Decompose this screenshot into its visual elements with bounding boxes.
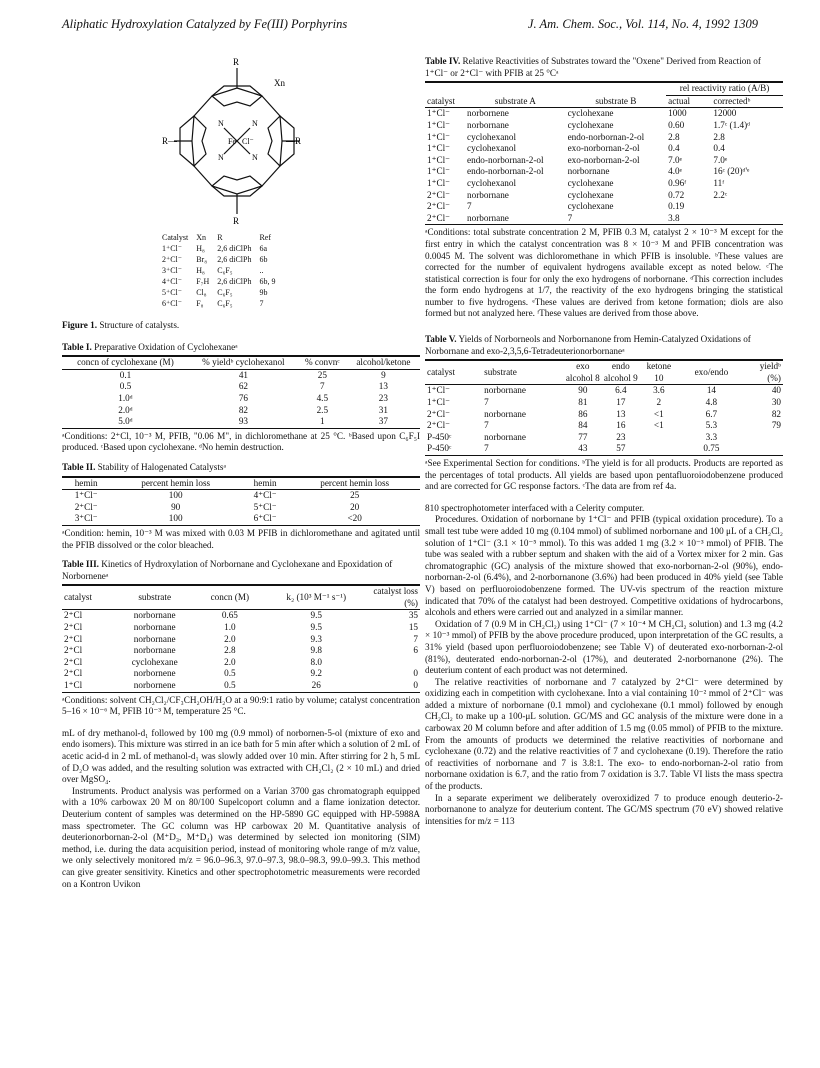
t4-cell: 12000 — [713, 108, 737, 119]
t5-cell: 13 — [616, 408, 626, 419]
table-1-label: Table I. — [62, 341, 92, 352]
t3-cell: 35 — [408, 610, 418, 621]
t3-cell: 0 — [413, 680, 418, 691]
t5-cell: 30 — [771, 397, 781, 408]
t4-cell: 7 — [467, 201, 472, 212]
t5-cell: 86 — [578, 408, 588, 419]
table-4-footnote: ᵃConditions: total substrate concentration 2 M, PFIB 0.3 M, catalyst 2 × 10⁻³ M except for the first entry in which the catalyst concentration was 8 × 10⁻³ M and PFIB concentration was 0.0045 M. The solvent was dichloromethane in which PFIB is insoluble. ᵇThese values are corrected for the number of equivalent hydrogens available except as noted below. ᶜThe statistical correction is four for only the exo hydrogens of norbornane. ᵈThis correction includes the form endo hydrogens at 1/7, the reactivity of the exo hydrogens bringing the statistical number to five hydrogens. ᵉThese values are derived from ketone formation; diols are also formed but not analyzed here. ᶠThese values are derived from those above. — [425, 227, 783, 319]
t5-cell: 84 — [578, 420, 588, 431]
t3-cell: norbornane — [133, 633, 176, 644]
t4-cell: 7.0ᵉ — [713, 154, 728, 165]
t4-header: catalyst — [427, 95, 456, 106]
t3-cell: 0.65 — [221, 610, 238, 621]
t4-header: substrate A — [494, 95, 536, 106]
table-3-grid — [62, 584, 420, 692]
t4-header: actual — [668, 95, 691, 106]
t4-cell: norbornane — [567, 166, 610, 177]
r-left-label: R— — [162, 136, 178, 146]
cat-cell: 6⁺Cl⁻ — [162, 298, 183, 308]
t3-cell: 0.5 — [224, 668, 236, 679]
table-5-grid — [425, 359, 783, 456]
table-4 — [425, 56, 783, 320]
t3-cell — [368, 657, 420, 669]
n-label-1: N — [218, 119, 224, 128]
table-2-grid — [62, 476, 420, 526]
cat-cell: 3⁺Cl⁻ — [162, 265, 183, 275]
t3-cell: norbornane — [133, 622, 176, 633]
cat-cell: C₆F₅ — [217, 298, 233, 308]
t5-cell: 40 — [771, 385, 781, 396]
t3-cell: 2.0 — [224, 656, 236, 667]
t3-cell: 2.0 — [224, 633, 236, 644]
cat-cell: F₇H — [196, 276, 210, 286]
t1-cell: 1 — [320, 416, 325, 427]
t3-cell: 1⁺Cl — [64, 680, 83, 691]
t5-cell: 1⁺Cl⁻ — [427, 385, 450, 396]
t5-cell: norbornane — [484, 431, 526, 442]
t2-cell: 4⁺Cl⁻ — [253, 490, 277, 501]
t4-cell: 7.0ᵉ — [668, 154, 682, 165]
cat-header: Catalyst — [162, 232, 189, 242]
t1-cell: 76 — [238, 392, 248, 403]
t3-cell: norbornene — [133, 680, 176, 691]
t5-cell: 6.4 — [615, 385, 627, 396]
t3-cell: 9.2 — [310, 668, 322, 679]
table-5 — [425, 334, 783, 493]
right-body-text — [425, 503, 783, 828]
t4-cell: cyclohexanol — [467, 143, 517, 154]
table-5-label: Table V. — [425, 334, 457, 345]
cat-header: R — [217, 232, 223, 242]
t2-cell: <20 — [347, 513, 362, 524]
t4-cell: 2.8 — [668, 131, 680, 142]
t5-cell: 2 — [656, 397, 662, 408]
t3-cell: 9.8 — [310, 645, 322, 656]
table-5-footnote: ᵃSee Experimental Section for conditions. ᵇThe yield is for all products. Products are reported as the percentages of total products. All yields are based upon pentafluoroiodobenzene produced and are corrected for GC response factors. ᶜThe data are from ref 4a. — [425, 458, 783, 492]
t2-cell: 2⁺Cl⁻ — [74, 501, 98, 512]
t3-header: catalyst — [64, 592, 93, 603]
t5-header: yieldᵇ (%) — [759, 361, 781, 383]
t5-cell: 2⁺Cl⁻ — [427, 408, 450, 419]
t5-cell — [745, 432, 783, 444]
t5-cell: 7 — [484, 443, 489, 454]
t2-cell: 20 — [350, 501, 360, 512]
t1-cell: 82 — [238, 404, 248, 415]
t2-header: percent hemin loss — [141, 477, 211, 488]
figure-1 — [62, 56, 420, 332]
cat-cell: 7 — [259, 298, 264, 308]
xn-label: Xn — [274, 78, 285, 88]
left-body-text — [62, 728, 420, 890]
t4-cell: 0.60 — [668, 119, 685, 130]
t1-cell: 9 — [381, 369, 386, 380]
cat-cell: 6b — [259, 254, 268, 264]
t5-cell: 5.3 — [705, 420, 718, 431]
t5-cell: 2⁺Cl⁻ — [427, 420, 450, 431]
t3-cell: 2⁺Cl — [64, 633, 83, 644]
table-3-label: Table III. — [62, 559, 99, 570]
t5-cell: 17 — [616, 397, 626, 408]
t4-header: correctedᵇ — [713, 95, 751, 106]
cat-cell: 2,6 diClPh — [217, 254, 252, 264]
t3-header: concn (M) — [210, 592, 250, 603]
t1-cell: 93 — [238, 416, 248, 427]
t5-cell: 0.75 — [703, 443, 720, 454]
t3-cell: 26 — [311, 680, 321, 691]
t3-cell: 2⁺Cl — [64, 622, 83, 633]
t1-header: concn of cyclohexane (M) — [77, 357, 174, 368]
t4-cell: 0.19 — [668, 201, 685, 212]
t4-cell: 2.8 — [713, 131, 725, 142]
t4-cell: cyclohexane — [567, 177, 614, 188]
t3-cell: 6 — [413, 645, 418, 656]
t3-cell: 15 — [408, 622, 418, 633]
t5-cell: 90 — [578, 385, 588, 396]
t1-cell: 0.5 — [119, 381, 132, 392]
t5-cell — [640, 443, 678, 455]
t1-cell: 2.5 — [316, 404, 329, 415]
t1-header: % convnᶜ — [304, 357, 340, 368]
t5-cell: 6.7 — [705, 408, 718, 419]
figure-1-caption — [62, 320, 420, 332]
t2-header: hemin — [253, 477, 277, 488]
t5-cell: 82 — [771, 408, 781, 419]
cat-cell: H₈ — [196, 243, 205, 253]
t4-cell: 0.72 — [668, 189, 685, 200]
t5-cell: 4.8 — [705, 397, 718, 408]
t3-cell: 9.3 — [310, 633, 322, 644]
t2-cell: 1⁺Cl⁻ — [74, 490, 98, 501]
cat-cell: 4⁺Cl⁻ — [162, 276, 183, 286]
t2-cell: 100 — [168, 513, 183, 524]
t3-cell: norbornane — [133, 645, 176, 656]
t5-cell: P-450ᶜ — [427, 431, 452, 442]
t4-cell: 0.4 — [713, 143, 725, 154]
t5-header: exo/endo — [694, 367, 729, 378]
t2-header: percent hemin loss — [320, 477, 390, 488]
table-1 — [62, 342, 420, 454]
t5-cell: 79 — [771, 420, 781, 431]
t3-cell: 0 — [413, 668, 418, 679]
cat-cell: 2⁺Cl⁻ — [162, 254, 183, 264]
body-paragraph: 810 spectrophotometer interfaced with a Celerity computer. — [425, 502, 645, 513]
table-4-label: Table IV. — [425, 56, 461, 66]
t5-cell: 3.6 — [653, 385, 665, 396]
table-4-title: Relative Reactivities of Substrates toward the "Oxene" Derived from Reaction of 1⁺Cl⁻ or 2⁺Cl⁻ with PFIB at 25 °Cᵃ — [425, 56, 761, 78]
t4-group-header: rel reactivity ratio (A/B) — [666, 82, 783, 95]
t5-cell — [745, 443, 783, 455]
figure-1-caption-text: Structure of catalysts. — [99, 320, 180, 330]
t3-cell: 2.8 — [224, 645, 236, 656]
t5-cell: 77 — [578, 431, 588, 442]
t4-cell: cyclohexane — [567, 119, 614, 130]
t4-cell: 1⁺Cl⁻ — [427, 143, 450, 154]
t4-cell — [711, 201, 783, 213]
cat-cell: 6b, 9 — [259, 276, 276, 286]
t4-cell: 3.8 — [668, 212, 680, 223]
t2-cell: 100 — [168, 490, 183, 501]
cat-cell: 6a — [259, 243, 268, 253]
cat-cell: C₆F₅ — [217, 265, 233, 275]
t1-cell: 37 — [378, 416, 388, 427]
t5-cell: 1⁺Cl⁻ — [427, 397, 450, 408]
cat-header: Ref — [259, 232, 272, 242]
t5-cell: 43 — [578, 443, 588, 454]
t3-cell: 2⁺Cl — [64, 668, 83, 679]
table-2-label: Table II. — [62, 461, 96, 472]
t1-cell: 4.5 — [316, 392, 329, 403]
t1-cell: 25 — [317, 369, 327, 380]
t5-cell: 7 — [484, 420, 489, 431]
t4-cell: 0.96ᶠ — [668, 177, 687, 188]
t1-header: % yieldᵇ cyclohexanol — [202, 357, 285, 368]
t5-header: ketone 10 — [646, 361, 672, 383]
t4-cell: 2⁺Cl⁻ — [427, 189, 450, 200]
t3-cell: 9.5 — [310, 610, 322, 621]
t3-cell: 1.0 — [224, 622, 236, 633]
n-label-4: N — [252, 153, 258, 162]
table-2-footnote: ᵃCondition: hemin, 10⁻³ M was mixed with 0.03 M PFIB in dichloromethane and agitated until the PFIB dissolved or the color bleached. — [62, 527, 420, 550]
t4-cell: cyclohexane — [567, 201, 614, 212]
t4-cell: 2⁺Cl⁻ — [427, 212, 450, 223]
t3-header: substrate — [138, 592, 172, 603]
t5-cell: norbornane — [484, 408, 526, 419]
body-paragraph: Procedures. Oxidation of norbornane by 1⁺Cl⁻ and PFIB (typical oxidation procedure). To a small test tube were added 10 mg (0.104 mmol) of sublimed norbornane and 100 μL of a CH₂Cl₂ solution of 1⁺Cl⁻ (3.1 × 10⁻⁵ mmol). To this was added 1 mg (3.2 × 10⁻³ mmol) of PFIB. The tube was sealed with a rubber septum and shaken with the aid of a Vortex mixer for 2 min. Gas chromatographic (GC) analysis of the mixture showed that exo-norbornan-2-ol (90%), endo-norbornan-2-ol (6.4%), and 2-norbornanone (3.6%) had been produced in 40% yield (see Table V) based on perfluoroiodobenzene formed. The UV-vis spectrum of the reaction mixture indicated that 70% of the catalyst had been destroyed. Competitive oxidations of hydrocarbons, alcohols and ethers were carried out and analyzed in a similar manner. — [425, 514, 783, 618]
table-2-title: Stability of Halogenated Catalystsᵃ — [97, 461, 226, 472]
t1-cell: 62 — [238, 381, 248, 392]
n-label-3: N — [218, 153, 224, 162]
t5-cell — [640, 432, 678, 444]
table-4-grid — [425, 81, 783, 225]
t5-header: endo alcohol 9 — [603, 361, 638, 383]
t1-cell: 5.0ᵈ — [118, 416, 133, 427]
t4-cell: endo-norbornan-2-ol — [467, 166, 544, 177]
right-column — [425, 56, 783, 827]
t2-cell: 25 — [350, 490, 360, 501]
t4-cell: 1⁺Cl⁻ — [427, 108, 450, 119]
t4-cell: cyclohexanol — [467, 131, 517, 142]
t3-cell: 2⁺Cl — [64, 610, 83, 621]
t5-cell: 3.3 — [705, 431, 718, 442]
porphyrin-structure — [62, 56, 420, 314]
cat-cell: H₈ — [196, 265, 205, 275]
cat-cell: 1⁺Cl⁻ — [162, 243, 183, 253]
t1-cell: 41 — [238, 369, 248, 380]
t5-cell: 7 — [484, 397, 489, 408]
cat-cell: 2,6 diClPh — [217, 276, 252, 286]
t4-cell: cyclohexane — [567, 189, 614, 200]
t3-cell: norbornane — [133, 610, 176, 621]
t2-cell: 5⁺Cl⁻ — [253, 501, 277, 512]
t5-cell: norbornane — [484, 385, 526, 396]
t5-header: substrate — [484, 367, 517, 378]
t4-cell: 1⁺Cl⁻ — [427, 177, 450, 188]
t4-cell: 0.4 — [668, 143, 680, 154]
t2-header: hemin — [74, 477, 98, 488]
t4-cell: exo-norbornan-2-ol — [567, 143, 640, 154]
t4-header: substrate B — [595, 95, 637, 106]
cat-cell: 9b — [259, 287, 268, 297]
t5-header: catalyst — [427, 367, 456, 378]
body-paragraph: The relative reactivities of norbornane and 7 catalyzed by 2⁺Cl⁻ were determined by oxidizing each in competition with cyclohexane. Into a vial containing 10⁻² mmol of 2⁺Cl⁻ was added a mixture of norbornane (0.1 mmol) and cyclohexane (0.1 mmol) followed by enough CH₂Cl₂ to make up a 100-μL solution. GC/MS and GC analysis of the mixture were done in a carbowax 20 M column before and after addition of 1.5 mg (0.05 mmol) of PFIB to the mixture. From the amounts of products we determined the relative reactivities of norbornane and cyclohexane (0.72) and the relative reactivities of 7 and cyclohexane (0.19). Therefore the ratio of reactivities of norbornane and 7 is 3.8:1. The exo- to endo-norbornan-2-ol ratio from norbornane oxidation is 6.7, and the ratio from 7 oxidation is 3.7. Table VI lists the mass spectra of the products. — [425, 676, 783, 792]
body-paragraph: Instruments. Product analysis was performed on a Varian 3700 gas chromatograph equipped with a 10% carbowax 20 M on 80/100 Supelcoport column and a flame ionization detector. Deuterium content of samples was determined on the HP-5890 GC equipped with HP-5988A mass spectrometer. The GC column was HP carbowax 20 M. Quantitative analysis of deuterionorbornan-2-ol (M⁺D₃, M⁺D₄) was determined by selected ion monitoring (SIM) method, i.e. during the data acquisition period, instead of monitoring whole range of m/z value, we only selectively monitored m/z = 96.0–96.3, 97.0–97.3, 98.0–98.3, 99.0–99.3. This method can give greater sensitivity. Kinetics and other spectrophotometric measurements were recorded on a Kontron Uvikon — [62, 785, 420, 889]
t3-cell: 7 — [413, 633, 418, 644]
cat-cell: Br₈ — [196, 254, 208, 264]
t4-cell: norbornane — [467, 189, 509, 200]
cat-cell: .. — [259, 265, 264, 275]
catalyst-table — [158, 232, 279, 309]
t4-cell: 1⁺Cl⁻ — [427, 131, 450, 142]
t4-cell: 1⁺Cl⁻ — [427, 154, 450, 165]
t4-cell: cyclohexane — [567, 108, 614, 119]
left-column — [62, 56, 420, 890]
body-paragraph: mL of dry methanol-d₁ followed by 100 mg (0.9 mmol) of norbornen-5-ol (mixture of exo and endo isomers). This mixture was stirred in an ice bath for 5 min after which a solution of 2 mL of acetic acid-d in 2 mL of methanol-d₁ was slowly added over 10 min. After stirring for 2 h, 5 mL of D₂O was added, and the resulting solution was extracted with CH₂Cl₂ (2 × 10 mL) and dried over MgSO₄. — [62, 727, 420, 785]
t5-cell: 14 — [706, 385, 716, 396]
r-bottom-label: R — [233, 216, 240, 226]
table-3-title: Kinetics of Hydroxylation of Norbornane and Cyclohexane and Epoxidation of Norborneneᵃ — [62, 559, 393, 581]
t5-cell: <1 — [653, 408, 664, 419]
t4-cell: 4.0ᵉ — [668, 166, 682, 177]
journal-citation: J. Am. Chem. Soc., Vol. 114, No. 4, 1992 1309 — [527, 17, 758, 31]
t4-cell: endo-norbornan-2-ol — [467, 154, 544, 165]
t4-cell: exo-norbornan-2-ol — [567, 154, 640, 165]
body-paragraph: Oxidation of 7 (0.9 M in CH₂Cl₂) using 1⁺Cl⁻ (7 × 10⁻⁴ M CH₂Cl₂ solution) and 1.3 mg (4.2 × 10⁻³ mmol) of PFIB by the above procedure produced, upon interpretation of the GC results, a 31% yield (based upon perfluoroiodobenzene; see Table V) of deuterated exo-norbornan-2-ol (81%), deuterated endo-norbornan-2-ol (17%), and deuterated 2-norbornanone (2%). The deuterium content of each product was not determined. — [425, 618, 783, 676]
t4-cell: 1.7ᶜ (1.4)ᵈ — [713, 119, 750, 130]
t4-cell: 1⁺Cl⁻ — [427, 166, 450, 177]
t3-cell: 2⁺Cl — [64, 645, 83, 656]
t1-cell: 0.1 — [119, 369, 132, 380]
r-top-label: R — [233, 57, 240, 67]
t3-cell: 8.0 — [310, 656, 322, 667]
t4-cell: 1000 — [668, 108, 687, 119]
table-1-grid — [62, 355, 420, 429]
t5-cell: 81 — [578, 397, 588, 408]
t4-cell: endo-norbornan-2-ol — [567, 131, 645, 142]
table-3-footnote: ᵃConditions: solvent CH₂Cl₂/CF₃CH₂OH/H₂O at a 90:9:1 ratio by volume; catalyst concentration 5–16 × 10⁻⁶ M, PFIB 10⁻³ M, temperature 25 °C. — [62, 694, 420, 717]
t4-cell: 7 — [567, 212, 573, 223]
t1-header: alcohol/ketone — [356, 357, 411, 368]
t5-cell: 23 — [616, 431, 626, 442]
t2-cell: 90 — [171, 501, 181, 512]
t4-cell: 2⁺Cl⁻ — [427, 201, 450, 212]
t5-header: exo alcohol 8 — [565, 361, 600, 383]
t5-cell: 57 — [616, 443, 626, 454]
t1-cell: 23 — [378, 392, 388, 403]
t3-cell: cyclohexane — [131, 656, 178, 667]
cat-cell: F₈ — [196, 298, 204, 308]
t4-cell: cyclohexanol — [467, 177, 517, 188]
cat-cell: Cl₈ — [196, 287, 207, 297]
table-5-title: Yields of Norborneols and Norbornanone from Hemin-Catalyzed Oxidations of Norbornane and exo-2,3,5,6-Tetradeuterionorbornaneᵃ — [425, 334, 751, 356]
figure-1-label: Figure 1. — [62, 320, 98, 330]
t2-cell: 6⁺Cl⁻ — [253, 513, 277, 524]
t3-header: k₂ (10³ M⁻¹ s⁻¹) — [286, 592, 347, 603]
t3-cell: 0.5 — [224, 680, 236, 691]
t2-cell: 3⁺Cl⁻ — [74, 513, 98, 524]
t5-cell: 16 — [616, 420, 626, 431]
table-1-footnote: ᵃConditions: 2⁺Cl, 10⁻³ M, PFIB, "0.06 M", in dichloromethane at 25 °C. ᵇBased upon C₆F₅I produced. ᶜBased upon cyclohexane. ᵈNo hemin destruction. — [62, 430, 420, 453]
body-paragraph: In a separate experiment we deliberately overoxidized 7 to produce enough deuterio-2-norbornanone to analyze for deuterium content. The GC/MS spectrum (70 eV) showed relative intensities for m/z = 113 — [425, 792, 783, 826]
t1-cell: 13 — [378, 381, 388, 392]
t5-cell: P-450ᶜ — [427, 443, 452, 454]
n-label-2: N — [252, 119, 258, 128]
cat-cell: 5⁺Cl⁻ — [162, 287, 183, 297]
t3-cell: 2⁺Cl — [64, 656, 83, 667]
t4-cell — [711, 213, 783, 225]
r-right-label: —R — [286, 136, 302, 146]
t4-cell: 11ᶠ — [713, 177, 725, 188]
t4-cell: norbornene — [467, 108, 509, 119]
t1-cell: 7 — [320, 381, 325, 392]
table-1-title: Preparative Oxidation of Cyclohexaneᵃ — [94, 341, 238, 352]
t1-cell: 1.0ᵈ — [118, 392, 133, 403]
t3-cell: 9.5 — [310, 622, 322, 633]
t3-cell: norbornene — [133, 668, 176, 679]
t4-cell: norbornane — [467, 212, 509, 223]
porphyrin-diagram — [62, 56, 420, 226]
cl-label: Cl⁻ — [242, 137, 254, 146]
cat-cell: C₆F₅ — [217, 287, 233, 297]
t4-cell: 2.2ᶜ — [713, 189, 728, 200]
t4-cell: norbornane — [467, 119, 509, 130]
t1-cell: 31 — [378, 404, 388, 415]
t3-header: catalyst loss (%) — [373, 586, 418, 608]
running-title: Aliphatic Hydroxylation Catalyzed by Fe(III) Porphyrins — [62, 17, 348, 31]
fe-label: Fe — [228, 137, 236, 146]
t4-cell: 1⁺Cl⁻ — [427, 119, 450, 130]
cat-header: Xn — [196, 232, 206, 242]
t1-cell: 2.0ᵈ — [118, 404, 133, 415]
table-2 — [62, 462, 420, 551]
cat-cell: 2,6 diClPh — [217, 243, 252, 253]
t4-cell: 16ᶜ (20)ᵈ'ᵉ — [713, 166, 750, 177]
t5-cell: <1 — [653, 420, 664, 431]
table-3 — [62, 559, 420, 718]
